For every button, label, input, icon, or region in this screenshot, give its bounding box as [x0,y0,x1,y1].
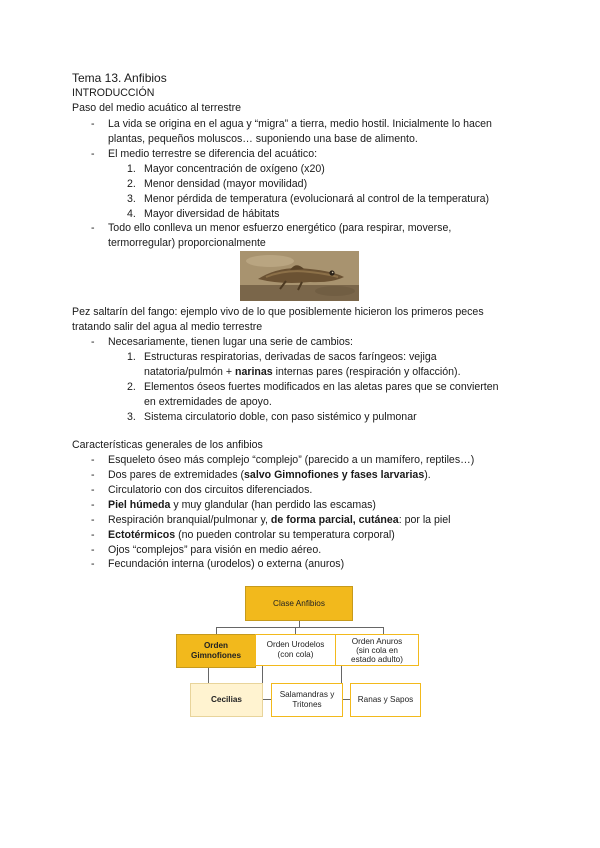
characteristic-item-5 [108,513,451,528]
node-label: estado adulto) [351,654,403,664]
node-label: Orden [203,641,229,650]
characteristic-item-4 [108,498,376,513]
bold-term: Ectotérmicos [108,529,176,541]
char-text: (no pueden controlar su temperatura corporal) [175,529,395,541]
bold-term: salvo Gimnofiones y fases larvarias [244,469,425,481]
node-label: Gimnofiones [190,651,242,660]
list-number: 3. [127,193,136,205]
change-item-2-line-1: Elementos óseos fuertes modificados en las aletas pares que se convierten [144,381,499,393]
characteristics-heading: Características generales de los anfibios [72,439,263,451]
char-text: : por la piel [398,514,451,526]
intro-bullet-1-line-1: La vida se origina en el agua y “migra” a tierra, medio hostil. Inicialmente lo hacen [108,118,492,130]
change-item-1-line-2 [144,365,461,380]
bullet-dash: - [91,222,95,234]
node-label: (con cola) [277,650,314,659]
intro-bullet-2: El medio terrestre se diferencia del acuático: [108,148,318,160]
difference-item-2: Menor densidad (mayor movilidad) [144,178,308,190]
node-label: Orden Anuros [351,636,403,646]
list-number: 1. [127,351,136,363]
char-text: Respiración branquial/pulmonar y, [108,514,271,526]
bullet-dash: - [91,529,95,541]
node-label: Orden Urodelos [266,640,325,649]
leaf-node-ranas [350,683,421,717]
change-item-1-line-1: Estructuras respiratorias, derivadas de sacos faríngeos: vejiga [144,351,437,363]
node-label: Salamandras y [279,690,335,699]
char-text: y muy glandular (han perdido las escamas) [170,499,376,511]
bullet-dash: - [91,454,95,466]
list-number: 3. [127,411,136,423]
char-text: Dos pares de extremidades ( [108,469,245,481]
connector-line [216,627,384,628]
leaf-node-cecilias [190,683,263,717]
bold-term: de forma parcial, cutánea [270,514,399,526]
bullet-dash: - [91,499,95,511]
change-item-3: Sistema circulatorio doble, con paso sistémico y pulmonar [144,411,417,423]
connector-line [216,627,217,634]
change-text: natatoria/pulmón + [144,366,235,378]
order-node-anuros [335,634,419,666]
list-number: 2. [127,178,136,190]
root-node-clase-anfibios [245,586,353,621]
subheading: Paso del medio acuático al terrestre [72,102,241,114]
bold-term: Piel húmeda [108,499,171,511]
characteristic-item-1: Esqueleto óseo más complejo “complejo” (parecido a un mamífero, reptiles…) [108,454,475,466]
bullet-dash: - [91,544,95,556]
intro-bullet-3-line-1: Todo ello conlleva un menor esfuerzo energético (para respirar, moverse, [108,222,452,234]
char-text: ). [424,469,431,481]
list-number: 4. [127,208,136,220]
bullet-dash: - [91,148,95,160]
page-title: Tema 13. Anfibios [72,71,167,85]
characteristic-item-2 [108,468,431,483]
node-label: Ranas y Sapos [357,695,414,704]
bullet-dash: - [91,118,95,130]
change-item-2-line-2: en extremidades de apoyo. [144,396,272,408]
node-label: Tritones [292,700,322,709]
list-number: 2. [127,381,136,393]
bullet-dash: - [91,514,95,526]
list-number: 1. [127,163,136,175]
leaf-node-salamandras [271,683,343,717]
difference-item-4: Mayor diversidad de hábitats [144,208,280,220]
bold-term-narinas: narinas [235,366,273,378]
fish-paragraph-line-1: Pez saltarín del fango: ejemplo vivo de lo que posiblemente hicieron los primeros peces [72,306,484,318]
difference-item-1: Mayor concentración de oxígeno (x20) [144,163,325,175]
bullet-dash: - [91,484,95,496]
characteristic-item-6 [108,528,395,543]
intro-bullet-3-line-2: termorregular) proporcionalmente [108,237,266,249]
order-node-gimnofiones [176,634,256,668]
mudskipper-photo [240,251,359,301]
fish-paragraph-line-2: tratando salir del agua al medio terrestre [72,321,263,333]
bullet-dash: - [91,336,95,348]
node-label: (sin cola en [356,645,398,655]
characteristic-item-3: Circulatorio con dos circuitos diferenciados. [108,484,313,496]
connector-line [295,627,296,634]
intro-bullet-1-line-2: plantas, pequeños moluscos… suponiendo una base de alimento. [108,133,418,145]
characteristic-item-8: Fecundación interna (urodelos) o externa (anuros) [108,558,345,570]
section-heading: INTRODUCCIÓN [72,87,155,99]
connector-line [383,627,384,634]
bullet-dash: - [91,469,95,481]
order-node-urodelos [255,634,336,666]
difference-item-3: Menor pérdida de temperatura (evolucionará al control de la temperatura) [144,193,490,205]
change-text: internas pares (respiración y olfacción). [272,366,461,378]
fish-bullet: Necesariamente, tienen lugar una serie de cambios: [108,336,353,348]
node-label: Cecilias [211,695,242,704]
characteristic-item-7: Ojos “complejos” para visión en medio aéreo. [108,544,322,556]
node-label: Clase Anfibios [273,598,325,608]
mudskipper-illustration [240,251,359,301]
bullet-dash: - [91,558,95,570]
